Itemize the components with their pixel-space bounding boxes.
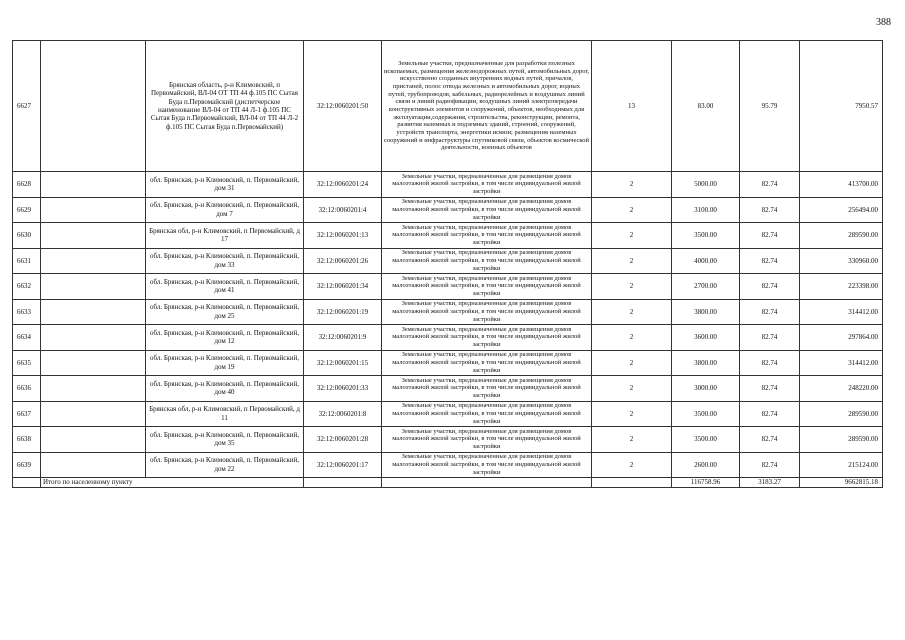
table-row <box>13 41 883 172</box>
empty-cell <box>41 376 146 402</box>
empty-cell <box>41 223 146 249</box>
rate-cell: 82.74 <box>740 325 800 351</box>
table-row <box>13 376 883 402</box>
cadastral-number-cell: 32:12:0060201:33 <box>304 376 382 402</box>
cadastral-value-cell: 248220.00 <box>800 376 883 402</box>
cadastral-value-cell: 314412.00 <box>800 350 883 376</box>
rate-cell: 82.74 <box>740 299 800 325</box>
area-cell: 3500.00 <box>672 427 740 453</box>
area-cell: 2700.00 <box>672 274 740 300</box>
address-cell: обл. Брянская, р-н Климовский, п. Первомайский, дом 25 <box>146 299 304 325</box>
cadastral-value-cell: 297864.00 <box>800 325 883 351</box>
empty-cell <box>41 427 146 453</box>
cadastral-number-cell: 32:12:0060201:26 <box>304 248 382 274</box>
area-cell: 3100.00 <box>672 197 740 223</box>
cadastral-value-cell: 289590.00 <box>800 401 883 427</box>
total-value-cell: 9662815.18 <box>800 478 883 488</box>
land-use-cell: Земельные участки, предназначенные для размещения домов малоэтажной жилой застройки, в том числе индивидуальной жилой застройки <box>382 274 592 300</box>
total-label: Итого по населенному пункту <box>41 478 304 488</box>
land-use-cell: Земельные участки, предназначенные для размещения домов малоэтажной жилой застройки, в том числе индивидуальной жилой застройки <box>382 376 592 402</box>
row-number: 6638 <box>13 427 41 453</box>
area-cell: 3600.00 <box>672 325 740 351</box>
table-row <box>13 299 883 325</box>
land-use-cell: Земельные участки, предназначенные для разработки полезных ископаемых, размещения железнодорожных путей, автомобильных дорог, искусственно созданных внутренних водных путей, причалов, пристаней, полос отвода железных и автомобильных дорог, водных путей, трубопроводов, кабельных, радиорелейных и воздушных линий связи и линий радиофикации, воздушных линий электропередачи конструктивных элементов и сооружений, объектов, необходимых для эксплуатации,содержания, строительства, реконструкции, ремонта, развития наземных и подземных зданий, строений, сооружений, устройств транспорта, энергетики исвязи; размещения наземных сооружений и инфраструктуры спутниковой связи, объектов космической деятельности, военных объектов <box>382 41 592 172</box>
row-number: 6632 <box>13 274 41 300</box>
row-number: 6636 <box>13 376 41 402</box>
rate-cell: 95.79 <box>740 41 800 172</box>
row-number: 6629 <box>13 197 41 223</box>
rate-cell: 82.74 <box>740 197 800 223</box>
land-use-cell: Земельные участки, предназначенные для размещения домов малоэтажной жилой застройки, в том числе индивидуальной жилой застройки <box>382 452 592 478</box>
address-cell: обл. Брянская, р-н Климовский, п. Первомайский, дом 12 <box>146 325 304 351</box>
land-use-cell: Земельные участки, предназначенные для размещения домов малоэтажной жилой застройки, в том числе индивидуальной жилой застройки <box>382 172 592 198</box>
address-cell: обл. Брянская, р-н Климовский, п. Первомайский, дом 22 <box>146 452 304 478</box>
cadastral-number-cell: 32:12:0060201:15 <box>304 350 382 376</box>
address-cell: обл. Брянская, р-н Климовский, п. Первомайский, дом 35 <box>146 427 304 453</box>
rate-cell: 82.74 <box>740 401 800 427</box>
cadastral-number-cell: 32:12:0060201:24 <box>304 172 382 198</box>
table-row <box>13 248 883 274</box>
land-use-cell: Земельные участки, предназначенные для размещения домов малоэтажной жилой застройки, в том числе индивидуальной жилой застройки <box>382 223 592 249</box>
land-use-cell: Земельные участки, предназначенные для размещения домов малоэтажной жилой застройки, в том числе индивидуальной жилой застройки <box>382 325 592 351</box>
rate-cell: 82.74 <box>740 452 800 478</box>
address-cell: обл. Брянская, р-н Климовский, п. Первомайский, дом 7 <box>146 197 304 223</box>
address-cell: Брянская область, р-н Климовский, п Первомайский, ВЛ-04 ОТ ТП 44 ф.105 ПС Сытая Буда п.Первомайский (диспетчерское наименование ВЛ-04 от ТП 44 Л-1 ф.105 ПС Сытая Буда п.Первомайский, ВЛ-04 от ТП 44 Л-2 ф.105 ПС Сытая Буда п.Первомайский) <box>146 41 304 172</box>
table-row <box>13 427 883 453</box>
row-number: 6637 <box>13 401 41 427</box>
empty-cell <box>41 350 146 376</box>
empty-cell <box>41 172 146 198</box>
table-row <box>13 197 883 223</box>
land-use-cell: Земельные участки, предназначенные для размещения домов малоэтажной жилой застройки, в том числе индивидуальной жилой застройки <box>382 299 592 325</box>
row-number: 6635 <box>13 350 41 376</box>
rate-cell: 82.74 <box>740 427 800 453</box>
land-use-cell: Земельные участки, предназначенные для размещения домов малоэтажной жилой застройки, в том числе индивидуальной жилой застройки <box>382 350 592 376</box>
empty-cell <box>41 452 146 478</box>
cadastral-value-cell: 256494.00 <box>800 197 883 223</box>
cadastral-value-cell: 330960.00 <box>800 248 883 274</box>
row-number: 6631 <box>13 248 41 274</box>
area-cell: 5000.00 <box>672 172 740 198</box>
table-row <box>13 223 883 249</box>
use-code-cell: 2 <box>592 325 672 351</box>
rate-cell: 82.74 <box>740 172 800 198</box>
area-cell: 3500.00 <box>672 223 740 249</box>
use-code-cell: 2 <box>592 401 672 427</box>
cadastral-value-cell: 289590.00 <box>800 427 883 453</box>
use-code-cell: 2 <box>592 299 672 325</box>
row-number: 6634 <box>13 325 41 351</box>
empty-cell <box>41 325 146 351</box>
area-cell: 3000.00 <box>672 376 740 402</box>
rate-cell: 82.74 <box>740 248 800 274</box>
use-code-cell: 2 <box>592 427 672 453</box>
rate-cell: 82.74 <box>740 274 800 300</box>
address-cell: обл. Брянская, р-н Климовский, п. Первомайский, дом 33 <box>146 248 304 274</box>
table-body <box>13 41 883 488</box>
cadastral-number-cell: 32:12:0060201:34 <box>304 274 382 300</box>
cadastral-value-cell: 413700.00 <box>800 172 883 198</box>
empty-cell <box>592 478 672 488</box>
cadastral-number-cell: 32:12:0060201:13 <box>304 223 382 249</box>
land-use-cell: Земельные участки, предназначенные для размещения домов малоэтажной жилой застройки, в том числе индивидуальной жилой застройки <box>382 401 592 427</box>
empty-cell <box>382 478 592 488</box>
area-cell: 2600.00 <box>672 452 740 478</box>
use-code-cell: 2 <box>592 452 672 478</box>
table-row <box>13 325 883 351</box>
cadastral-number-cell: 32:12:0060201:4 <box>304 197 382 223</box>
total-area-cell: 116758.96 <box>672 478 740 488</box>
cadastral-value-cell: 7950.57 <box>800 41 883 172</box>
table-row <box>13 401 883 427</box>
address-cell: Брянская обл, р-н Климовский, п Первомайский, д 11 <box>146 401 304 427</box>
use-code-cell: 2 <box>592 223 672 249</box>
empty-cell <box>304 478 382 488</box>
cadastral-number-cell: 32:12:0060201:50 <box>304 41 382 172</box>
table-row <box>13 452 883 478</box>
use-code-cell: 2 <box>592 350 672 376</box>
empty-cell <box>41 197 146 223</box>
cadastral-number-cell: 32:12:0060201:9 <box>304 325 382 351</box>
row-number: 6639 <box>13 452 41 478</box>
use-code-cell: 2 <box>592 197 672 223</box>
address-cell: Брянская обл, р-н Климовский, п Первомайский, д 17 <box>146 223 304 249</box>
area-cell: 3500.00 <box>672 401 740 427</box>
area-cell: 83.00 <box>672 41 740 172</box>
use-code-cell: 2 <box>592 172 672 198</box>
total-rate-cell: 3183.27 <box>740 478 800 488</box>
cadastral-value-cell: 223398.00 <box>800 274 883 300</box>
use-code-cell: 2 <box>592 376 672 402</box>
address-cell: обл. Брянская, р-н Климовский, п. Первомайский, дом 41 <box>146 274 304 300</box>
use-code-cell: 2 <box>592 248 672 274</box>
empty-cell <box>41 401 146 427</box>
table-row <box>13 274 883 300</box>
land-use-cell: Земельные участки, предназначенные для размещения домов малоэтажной жилой застройки, в том числе индивидуальной жилой застройки <box>382 197 592 223</box>
cadastral-number-cell: 32:12:0060201:17 <box>304 452 382 478</box>
table-row <box>13 172 883 198</box>
empty-cell <box>41 274 146 300</box>
row-number: 6633 <box>13 299 41 325</box>
cadastral-value-cell: 289590.00 <box>800 223 883 249</box>
area-cell: 3800.00 <box>672 299 740 325</box>
table-row <box>13 350 883 376</box>
rate-cell: 82.74 <box>740 350 800 376</box>
empty-cell <box>41 248 146 274</box>
cadastral-value-cell: 314412.00 <box>800 299 883 325</box>
cadastral-number-cell: 32:12:0060201:28 <box>304 427 382 453</box>
use-code-cell: 2 <box>592 274 672 300</box>
address-cell: обл. Брянская, р-н Климовский, п. Первомайский, дом 31 <box>146 172 304 198</box>
land-use-cell: Земельные участки, предназначенные для размещения домов малоэтажной жилой застройки, в том числе индивидуальной жилой застройки <box>382 427 592 453</box>
cadastral-number-cell: 32:12:0060201:19 <box>304 299 382 325</box>
empty-cell <box>13 478 41 488</box>
cadastral-value-cell: 215124.00 <box>800 452 883 478</box>
land-cadastral-table <box>12 40 883 488</box>
area-cell: 4000.00 <box>672 248 740 274</box>
area-cell: 3800.00 <box>672 350 740 376</box>
cadastral-number-cell: 32:12:0060201:8 <box>304 401 382 427</box>
page-number: 388 <box>876 17 891 28</box>
address-cell: обл. Брянская, р-н Климовский, п. Первомайский, дом 19 <box>146 350 304 376</box>
land-use-cell: Земельные участки, предназначенные для размещения домов малоэтажной жилой застройки, в том числе индивидуальной жилой застройки <box>382 248 592 274</box>
address-cell: обл. Брянская, р-н Климовский, п. Первомайский, дом 40 <box>146 376 304 402</box>
empty-cell <box>41 41 146 172</box>
rate-cell: 82.74 <box>740 376 800 402</box>
row-number: 6628 <box>13 172 41 198</box>
rate-cell: 82.74 <box>740 223 800 249</box>
use-code-cell: 13 <box>592 41 672 172</box>
row-number: 6630 <box>13 223 41 249</box>
empty-cell <box>41 299 146 325</box>
row-number: 6627 <box>13 41 41 172</box>
total-row <box>13 478 883 488</box>
